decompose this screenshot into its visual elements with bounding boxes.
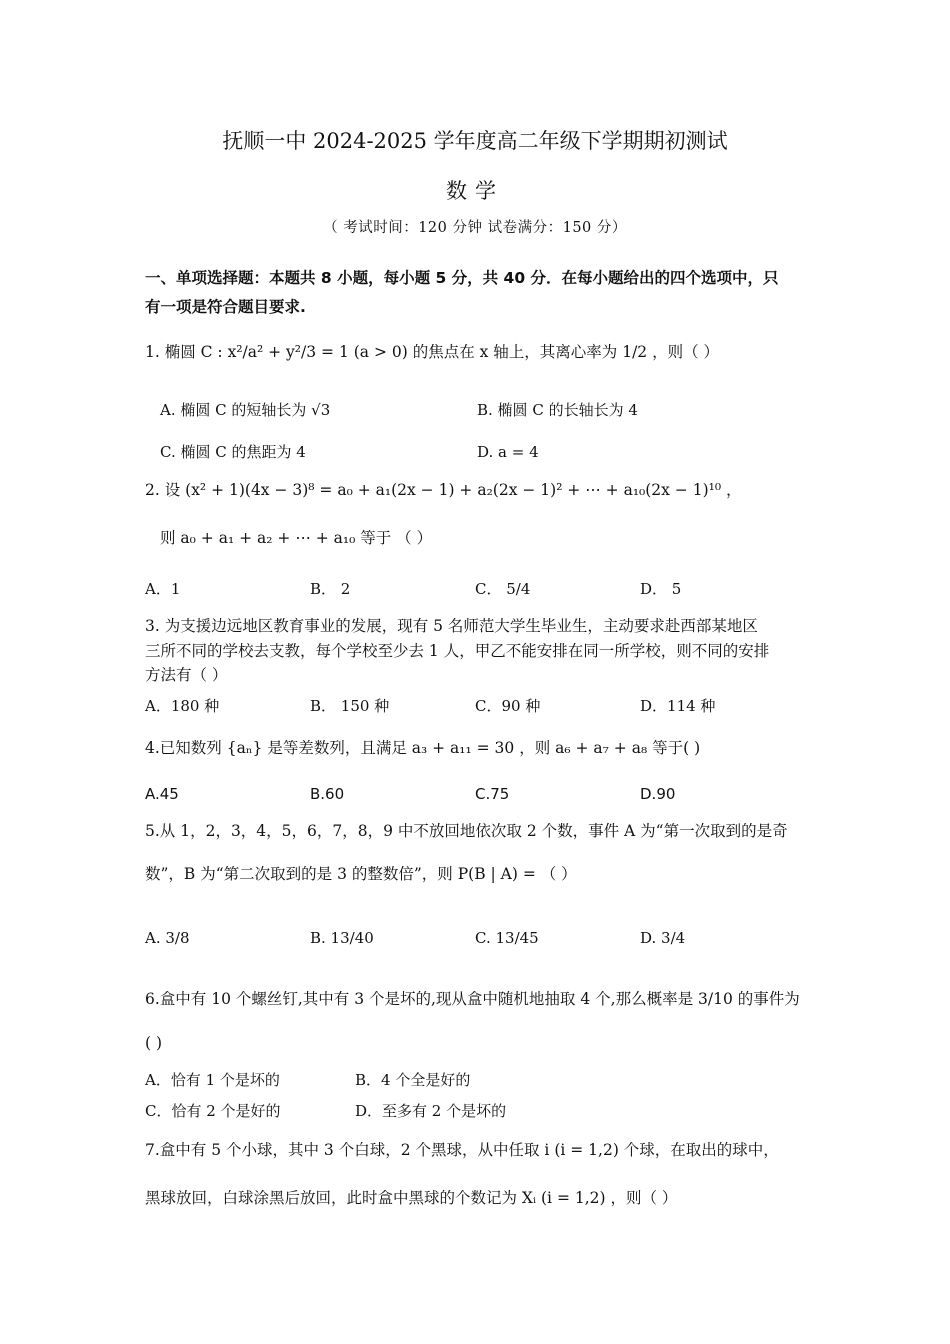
question-6-option-a: A．恰有 1 个是坏的 <box>145 1071 280 1089</box>
question-5-option-d: D. 3/4 <box>640 929 686 947</box>
question-1-option-a: A. 椭圆 C 的短轴长为 √3 <box>160 401 331 419</box>
exam-subject: 数学 <box>446 179 504 203</box>
question-5-option-a: A. 3/8 <box>145 929 190 947</box>
question-4-option-a: A.45 <box>145 785 179 803</box>
section-heading-line-1: 一、单项选择题：本题共 8 小题，每小题 5 分，共 40 分．在每小题给出的四个选项中，只 <box>145 269 779 287</box>
question-4-option-c: C.75 <box>475 785 510 803</box>
question-1-stem: 1. 椭圆 C : x²/a² + y²/3 = 1 (a > 0) 的焦点在 x 轴上，其离心率为 1/2 ，则（ ） <box>145 343 720 361</box>
question-3-option-c: C．90 种 <box>475 697 541 715</box>
question-5-line-1: 5.从 1，2，3，4，5，6，7，8，9 中不放回地依次取 2 个数，事件 A 为“第一次取到的是奇 <box>145 822 788 840</box>
question-7-line-1: 7.盒中有 5 个小球，其中 3 个白球，2 个黑球，从中任取 i (i = 1,2) 个球，在取出的球中， <box>145 1141 779 1159</box>
question-1-option-b: B. 椭圆 C 的长轴长为 4 <box>477 401 638 419</box>
question-2-option-a: A．1 <box>145 580 181 598</box>
question-6-line-1: 6.盒中有 10 个螺丝钉,其中有 3 个是坏的,现从盒中随机地抽取 4 个,那么概率是 3/10 的事件为 <box>145 990 800 1008</box>
question-6-line-2: ( ) <box>145 1034 163 1052</box>
question-6-option-b: B．4 个全是好的 <box>355 1071 471 1089</box>
section-heading-line-2: 有一项是符合题目要求. <box>145 298 306 316</box>
question-3-line-1: 3. 为支援边远地区教育事业的发展，现有 5 名师范大学生毕业生，主动要求赴西部某地区 <box>145 617 758 635</box>
question-2-stem-2: 则 a₀ + a₁ + a₂ + ⋯ + a₁₀ 等于 （ ） <box>160 529 433 547</box>
question-1-option-c: C. 椭圆 C 的焦距为 4 <box>160 443 306 461</box>
question-3-option-b: B． 150 种 <box>310 697 390 715</box>
question-4-stem: 4.已知数列 {aₙ} 是等差数列，且满足 a₃ + a₁₁ = 30 ，则 a₆ + a₇ + a₈ 等于( ) <box>145 739 701 757</box>
question-4-option-d: D.90 <box>640 785 676 803</box>
question-2-stem: 2. 设 (x² + 1)(4x − 3)⁸ = a₀ + a₁(2x − 1) + a₂(2x − 1)² + ⋯ + a₁₀(2x − 1)¹⁰ ， <box>145 481 742 499</box>
exam-title: 抚顺一中 2024-2025 学年度高二年级下学期期初测试 <box>222 129 728 153</box>
question-4-option-b: B.60 <box>310 785 345 803</box>
question-3-option-a: A．180 种 <box>145 697 220 715</box>
question-5-option-c: C. 13/45 <box>475 929 539 947</box>
question-7-line-2: 黑球放回，白球涂黑后放回，此时盒中黑球的个数记为 Xᵢ (i = 1,2) ，则（ ） <box>145 1189 678 1207</box>
question-3-line-2: 三所不同的学校去支教，每个学校至少去 1 人，甲乙不能安排在同一所学校，则不同的安排 <box>145 642 770 660</box>
question-2-option-c: C． 5/4 <box>475 580 531 598</box>
question-3-line-3: 方法有（ ） <box>145 666 228 684</box>
question-2-option-b: B． 2 <box>310 580 351 598</box>
question-5-line-2: 数”，B 为“第二次取到的是 3 的整数倍”，则 P(B | A) = （ ） <box>145 865 577 883</box>
exam-info: （ 考试时间：120 分钟 试卷满分：150 分） <box>323 220 627 236</box>
question-6-option-d: D．至多有 2 个是坏的 <box>355 1102 507 1120</box>
question-3-option-d: D．114 种 <box>640 697 716 715</box>
question-2-option-d: D． 5 <box>640 580 682 598</box>
question-1-option-d: D. a = 4 <box>477 443 539 461</box>
question-6-option-c: C．恰有 2 个是好的 <box>145 1102 281 1120</box>
question-5-option-b: B. 13/40 <box>310 929 374 947</box>
